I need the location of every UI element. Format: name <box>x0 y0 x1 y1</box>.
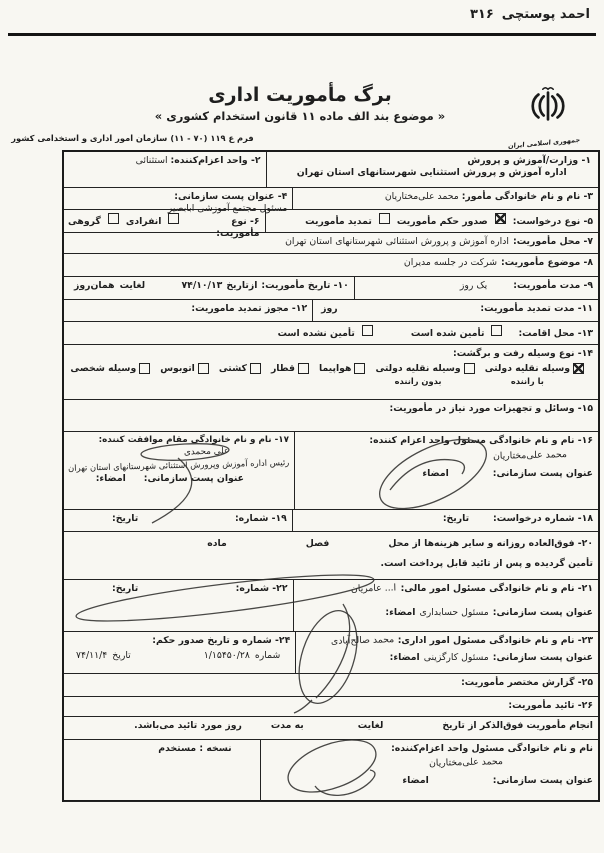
vehicle-option <box>485 363 587 387</box>
field-label: ۲۵- گزارش مختصر مأموریت: <box>461 677 593 688</box>
field-label: ۷- محل مأموریت: <box>512 236 593 247</box>
until-label: لغایت <box>119 280 146 291</box>
emblem-caption: جمهوری اسلامی ایران <box>507 135 581 151</box>
form-number: فرم ع ۱۱۹ <box>210 133 254 143</box>
checkbox-issue-mission-order <box>495 213 506 224</box>
field-value: محمد علی‌مختاریان <box>384 191 459 202</box>
field-label: ۲۴- شماره و تاریخ صدور حکم: <box>152 635 291 646</box>
field-label: ۵- نوع درخواست: <box>512 216 593 227</box>
checkbox-bus <box>198 363 209 374</box>
field-19-number <box>64 510 293 531</box>
field-16-dispatch-officer <box>295 432 598 509</box>
field-label: ۴- عنوان پست سازمانی: <box>174 191 288 202</box>
form-number-line <box>11 133 254 143</box>
confirm-until-label: لغایت <box>357 720 384 731</box>
number-label: شماره <box>254 650 281 662</box>
field-value: اداره آموزش و پرورش استثنایی شهرستانهای استان تهران <box>296 167 567 179</box>
field-23-admin-officer <box>296 632 598 673</box>
article-label: ماده <box>207 538 227 549</box>
vehicle-option <box>375 363 477 387</box>
field-label: ۱۶- نام و نام خانوادگی مسئول واحد اعزام کننده: <box>369 435 593 446</box>
confirm-part-4: روز مورد تائید می‌باشد. <box>134 720 242 731</box>
field-label: ۱۱- مدت تمدید مأموریت: <box>480 303 593 314</box>
field-label: ۱۴- نوع وسیله رفت و برگشت: <box>453 348 593 359</box>
checkbox-airplane <box>354 363 365 374</box>
field-24-order-number-date <box>64 632 296 673</box>
handwritten-name: ا... عامریان <box>351 582 397 595</box>
checkbox-accommodation-not-provided <box>362 325 373 336</box>
confirm-duration-label: به مدت <box>270 720 304 731</box>
option-label: وسیله شخصی <box>70 363 137 375</box>
field-value: مسئول مجتمع آموزشی ابابصیر <box>167 203 288 215</box>
confirm-part-1: انجام مأموریت فوق‌الذکر از تاریخ <box>442 720 593 731</box>
form-title: برگ مأموریت اداری <box>208 84 392 106</box>
field-12-extension-permit <box>64 300 313 321</box>
number-value: ۱/۱۵۴۵۰/۲۸ <box>203 650 250 662</box>
chapter-label: فصل <box>305 538 330 549</box>
field-label: ۱۰- تاریخ مأموریت: <box>261 280 349 291</box>
checkbox-individual <box>168 213 179 224</box>
field-21-finance-officer <box>294 580 598 631</box>
checkbox-personal-vehicle <box>139 363 150 374</box>
field-label: ۲۲- شماره: <box>235 583 288 594</box>
field-1-ministry <box>267 152 599 187</box>
vehicle-option <box>271 363 312 375</box>
date-value: ۷۴/۱۱/۴ <box>76 650 108 662</box>
field-17-approving-authority <box>64 432 295 509</box>
from-label: ازتاریخ <box>226 280 258 291</box>
option-label: وسیله نقلیه دولتی <box>484 363 570 375</box>
copy-label: نسخه : مستخدم <box>158 743 232 754</box>
field-25-brief-report <box>64 674 598 696</box>
checkbox-train <box>298 363 309 374</box>
field-label: ۲۳- نام و نام خانوادگی مسئول امور اداری: <box>397 635 593 646</box>
handwritten-name: علی محمدی <box>183 446 230 459</box>
footer-dispatch-officer <box>261 740 598 801</box>
post-title-value: مسئول حسابداری <box>419 607 489 619</box>
handwritten-name: محمد صالح‌آبادی <box>330 634 394 647</box>
field-label: ۸- موضوع مأموریت: <box>500 257 593 268</box>
field-label: ۲۰- فوق‌العاده روزانه و سایر هزینه‌ها از محل <box>388 538 593 549</box>
until-value: همان‌روز <box>74 280 115 291</box>
page-number: ۳۱۶ <box>469 7 494 22</box>
signature-label: امضاء: <box>385 607 416 619</box>
option-label: گروهی <box>68 216 101 227</box>
field-label: ۲۱- نام و نام خانوادگی مسئول امور مالی: <box>400 583 593 594</box>
post-title-label: عنوان پست سازمانی: <box>143 472 244 484</box>
date-label: تاریخ: <box>112 513 139 524</box>
post-title-label: عنوان پست سازمانی: <box>492 775 593 787</box>
date-label: تاریخ: <box>442 513 470 524</box>
post-title-label: عنوان پست سازمانی: <box>492 468 593 480</box>
checkbox-gov-vehicle-without-driver <box>464 363 475 374</box>
field-label: ۹- مدت مأموریت: <box>513 280 593 291</box>
date-label: تاریخ: <box>112 583 139 594</box>
form-title-block <box>150 84 450 123</box>
handwritten-name: محمد علی‌مختاریان <box>492 449 568 463</box>
field-label: ۱- وزارت/آموزش و پرورش <box>467 155 591 166</box>
book-page-header <box>470 7 590 22</box>
field-value: یک روز <box>459 280 488 291</box>
date-label: تاریخ <box>112 650 131 662</box>
field-26-mission-confirmation <box>64 697 598 716</box>
option-label: انفرادی <box>125 216 162 227</box>
handwritten-post-title: رئیس اداره آموزش وپرورش استثنائی شهرستانهای استان تهران <box>67 456 290 473</box>
field-label: ۲- واحد اعزام‌کننده: <box>170 155 261 166</box>
field-label: ۱۲- مجوز تمدید ماموریت: <box>191 303 308 314</box>
iran-emblem-icon <box>527 84 569 126</box>
form-issuer: سازمان امور اداری و استخدامی کشور <box>11 133 168 143</box>
checkbox-accommodation-provided <box>491 325 502 336</box>
field-14-vehicle-type <box>64 345 598 399</box>
signature-label: امضاء: <box>95 472 126 484</box>
option-label: وسیله نقلیه دولتی <box>375 363 461 375</box>
handwritten-name: محمد علی‌مختاریان <box>428 756 504 770</box>
vehicle-option <box>319 363 368 375</box>
post-title-label: عنوان پست سازمانی: <box>492 607 593 619</box>
confirmation-sentence <box>64 717 598 739</box>
vehicle-option <box>219 363 264 375</box>
option-label: اتوبوس <box>160 363 195 375</box>
option-label: تأمین شده است <box>410 328 485 339</box>
checkbox-group <box>108 213 119 224</box>
field-label: نام و نام خانوادگی مسئول واحد اعزام‌کننده: <box>391 743 593 754</box>
option-label: تأمین نشده است <box>277 328 355 339</box>
field-label: ۳- نام و نام خانوادگی مأمور: <box>461 191 593 202</box>
option-label: کشتی <box>218 363 247 375</box>
field-2-dispatching-unit <box>64 152 267 187</box>
unit-label: روز <box>321 303 338 314</box>
checkbox-gov-vehicle-with-driver <box>573 363 584 374</box>
field-11-extension-duration <box>313 300 598 321</box>
option-sublabel: بدون راننده <box>394 376 442 387</box>
field-label: ۱۸- شماره درخواست: <box>493 513 593 524</box>
field-18-request-number <box>293 510 598 531</box>
field-label: ۱۷- نام و نام خانوادگی مقام موافقت کننده: <box>98 435 289 445</box>
field-label: ۲۶- تائید مأموریت: <box>508 700 593 711</box>
vehicle-option <box>160 363 212 375</box>
form-subtitle: « موضوع بند الف ماده ۱۱ قانون استخدام کشوری » <box>154 109 446 123</box>
field-value: اداره آموزش و پرورش استثنائی شهرستانهای استان تهران <box>285 236 509 247</box>
signature-label: امضاء: <box>389 652 420 664</box>
option-sublabel: با راننده <box>510 376 544 387</box>
field-value: شرکت در جلسه مدیران <box>403 257 497 268</box>
emblem-block <box>507 84 581 151</box>
post-title-label: عنوان پست سازمانی: <box>492 652 593 664</box>
from-date: ۷۴/۱۰/۱۳ <box>181 280 223 291</box>
post-title-value: مسئول کارگزینی <box>423 652 489 664</box>
field-22-number <box>64 580 294 631</box>
signature-label: امضاء <box>402 775 429 787</box>
signature-label: امضاء <box>422 468 449 480</box>
field-15-required-equipment <box>64 400 598 431</box>
field-value: استثنائی <box>135 155 168 166</box>
field-7-mission-location <box>64 233 598 253</box>
option-label: قطار <box>270 363 295 375</box>
copy-designation <box>64 740 261 801</box>
field-label: ۱۹- شماره: <box>234 513 287 524</box>
form-revision: (۱۱ - ۷۰) <box>170 133 208 143</box>
option-label: صدور حکم مأموریت <box>396 216 488 227</box>
field-5-request-type <box>266 210 598 232</box>
header-rule <box>8 33 596 36</box>
checkbox-ship <box>250 363 261 374</box>
field-8-mission-subject <box>64 254 598 276</box>
field-20-per-diem <box>64 532 598 579</box>
field-label-line2: تأمین گردیده و پس از تائید قابل پرداخت است. <box>380 558 593 570</box>
field-6-mission-type <box>64 210 266 240</box>
field-4-post-title <box>64 188 293 215</box>
field-label: ۱۵- وسائل و تجهیزات مورد نیاز در مأموریت: <box>389 403 593 414</box>
option-label: تمدید مأموریت <box>305 216 372 227</box>
checkbox-extend-mission <box>379 213 390 224</box>
author-name: احمد پوستچی <box>501 7 590 22</box>
vehicle-option <box>70 363 153 375</box>
mission-form-table <box>62 150 600 802</box>
field-13-accommodation <box>64 322 598 344</box>
field-label: ۱۳- محل اقامت: <box>518 328 593 339</box>
field-10-mission-date <box>64 277 355 299</box>
field-label: ۶- نوع مأموریت: <box>216 216 260 240</box>
field-9-mission-duration <box>355 277 598 299</box>
field-3-agent-name <box>293 188 598 209</box>
option-label: هواپیما <box>318 363 352 375</box>
